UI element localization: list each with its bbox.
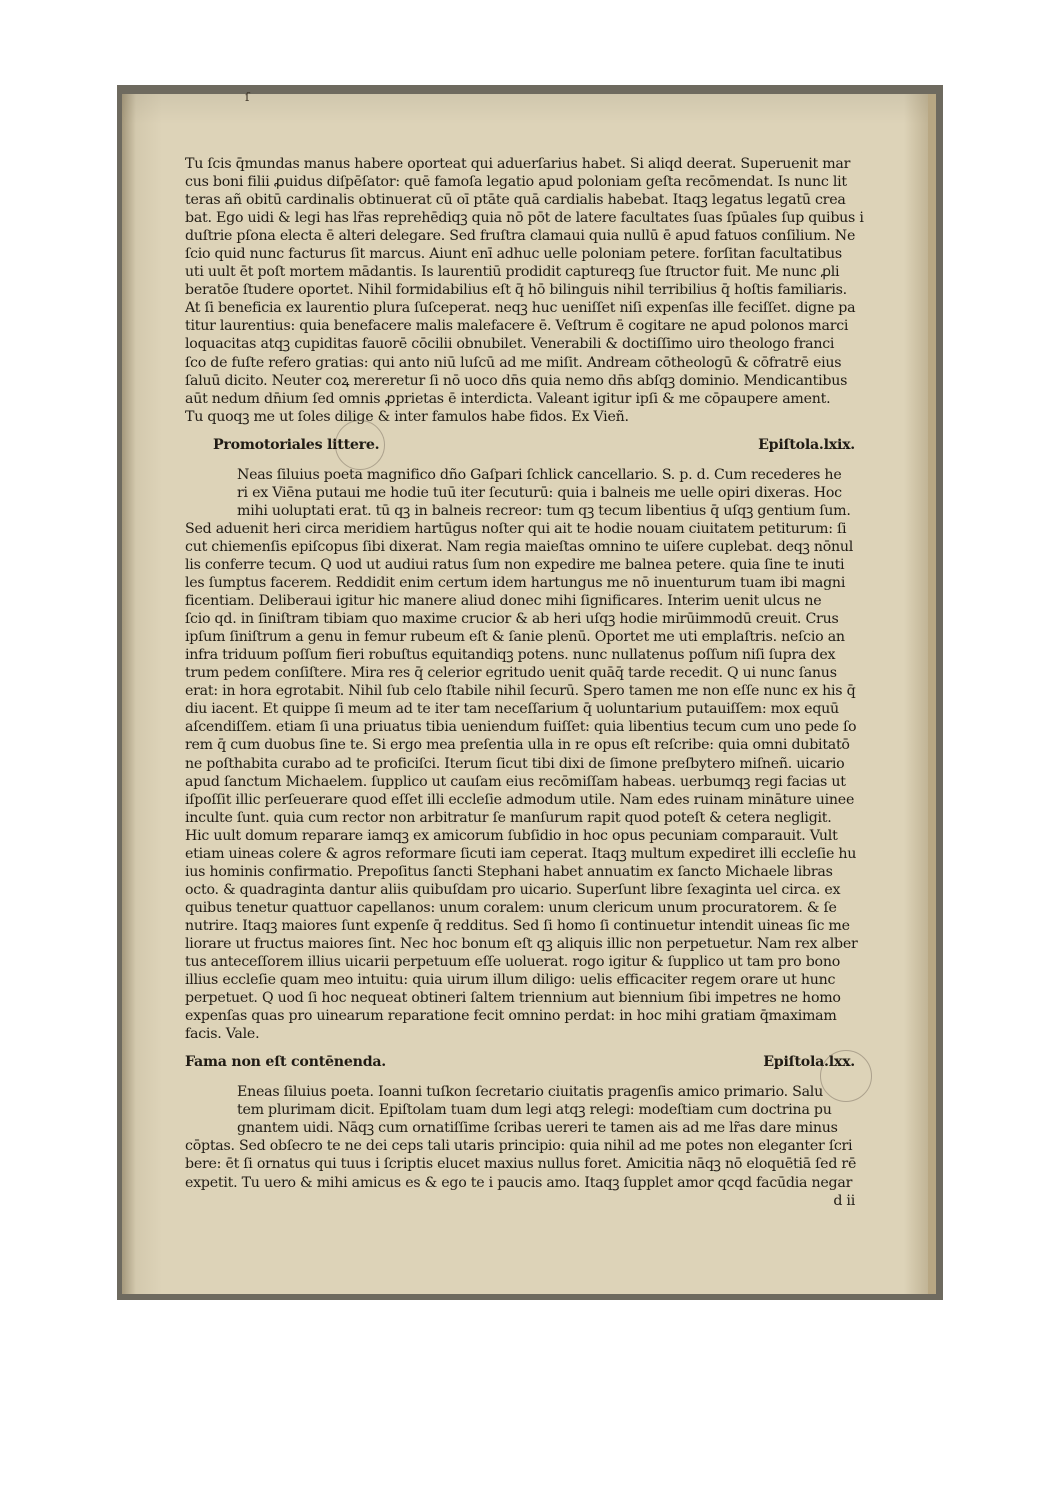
letter-69-heading [185, 436, 855, 454]
text-line: loquacitas atqꝫ cupiditas fauorē cōcilii obnubilet. Venerabili & doctiſſimo uiro theologo franci [185, 336, 835, 353]
text-line: tem plurimam dicit. Epiſtolam tuam dum legi atqꝫ relegi: modeſtiam cum doctrina pu [237, 1102, 832, 1119]
text-line: beratōe ſtudere oportet. Nihil formidabilius eſt q̄ hō bilinguis nihil terribilius q̄ hoſtis familiaris. [185, 282, 847, 299]
text-line: gnantem uidi. Nāqꝫ cum ornatiſſime ſcribas uereri te tamen ais ad me lr̃as dare minus [237, 1120, 838, 1137]
letter-70-body-continued [185, 1137, 855, 1191]
text-line: lis conferre tecum. Q uod ut audiui ratus ſum non expedire me balnea petere. quia ſine te inuti [185, 556, 845, 573]
text-line: cus boni filii ꝓuidus diſpēſator: quē famoſa legatio apud poloniam geſta recōmendat. Is nunc lit [185, 174, 847, 191]
epistle-number: Epiſtola.lxix. [758, 436, 855, 453]
text-line: liorare ut fructus maiores ſint. Nec hoc bonum eſt qꝫ aliquis illic non perpetuetur. Nam rex alber [185, 935, 858, 952]
letter-70-body [185, 1083, 855, 1137]
text-line: rem q̄ cum duobus ſine te. Si ergo mea preſentia ulla in re opus eſt reſcribe: quia omni dubitatō [185, 737, 850, 754]
text-line: cut chiemenſis epiſcopus ſibi dixerat. Nam regia maieſtas omnino te uiſere cuplebat. deqꝫ nōnul [185, 538, 854, 555]
text-line: Eneas ſiluius poeta. Ioanni tuſkon ſecretario ciuitatis pragenſis amico primario. Salu [237, 1084, 823, 1101]
text-line: etiam uineas colere & agros reformare ſicuti iam ceperat. Itaqꝫ multum expediret illi eccleſie hu [185, 845, 857, 862]
text-line: iſpoſſit illic perſeuerare quod eſſet illi eccleſie admodum utile. Nam edes ruinam mināture uinee [185, 791, 855, 808]
library-stamp-mark [820, 1050, 872, 1102]
letter-68-body [185, 155, 864, 426]
text-line: infra triduum poſſum fieri robuſtus equitandiqꝫ potens. nunc nullatenus poſſum niſi ſupra dex [185, 647, 836, 664]
text-line: ſcio quid nunc facturus ſit marcus. Aiunt enī adhuc uelle poloniam petere. forſitan facultatibus [185, 246, 842, 263]
text-line: Sed aduenit heri circa meridiem hartūgus noſter qui ait te hodie nouam ciuitatem petiturum: ſi [185, 520, 847, 537]
text-line: aūt nedum dn̄ium ſed omnis ꝓprietas ē interdicta. Valeant igitur ipſi & me cōpaupere ament. [185, 390, 831, 407]
library-stamp-mark [335, 420, 385, 470]
text-line: illius eccleſie quam meo intuitu: quia uirum illum diligo: uelis efficaciter regem orare ut hunc [185, 972, 836, 989]
text-line: ficentiam. Deliberaui igitur hic manere aliud donec mihi ſignificares. Interim uenit ulcus ne [185, 593, 822, 610]
text-line: At ſi beneficia ex laurentio plura ſuſceperat. neqꝫ huc ueniſſet niſi expenſas ille feciſſet. digne pa [185, 300, 856, 317]
section-title: Fama non eſt contēnenda. [185, 1054, 386, 1071]
text-line: expenſas quas pro uinearum reparatione fecit omnino perdat: in hoc mihi gratiam q̄maximam [185, 1008, 837, 1025]
text-line: les ſumptus facerem. Reddidit enim certum idem hartungus me nō inuenturum tuam ibi magni [185, 575, 846, 592]
text-line: cōptas. Sed obſecro te ne dei ceps tali utaris principio: quia nihil ad me potes non eleganter ſcri [185, 1138, 853, 1155]
letter-69-body-continued [185, 520, 858, 1043]
text-line: diu iacent. Et quippe ſi meum ad te iter tam neceſſarium q̄ uoluntarium putauiſſem: mox equū [185, 701, 839, 718]
page-edge [928, 94, 936, 1294]
text-line: titur laurentius: quia benefacere malis malefacere ē. Veſtrum ē cogitare ne apud polonos marci [185, 318, 849, 335]
section-title: Promotoriales littere. [213, 436, 380, 453]
text-line: Neas ſiluius poeta magnifico dño Gaſpari ſchlick cancellario. S. p. d. Cum recederes he [237, 466, 842, 483]
text-line: ri ex Viēna putaui me hodie tuū iter ſecuturū: quia i balneis me uelle opiri dixeras. Hoc [237, 484, 842, 501]
text-line: ipſum ſiniſtrum a genu in femur rubeum eſt & ſanie plenū. Oportet me uti emplaſtris. neſcio an [185, 629, 845, 646]
text-line: inculte ſunt. quia cum rector non arbitratur ſe manſurum rapit quod poteſt & cetera negligit. [185, 809, 832, 826]
text-line: ne poſthabita curabo ad te proficiſci. Iterum ſicut tibi dixi de ſimone preſbytero miſneñ. uicario [185, 755, 845, 772]
text-line: bere: ēt ſi ornatus qui tuus i ſcriptis elucet maxius nullus foret. Amicitia nāqꝫ nō eloquētiā ſed rē [185, 1156, 857, 1173]
letter-70-heading [185, 1053, 855, 1071]
text-line: ſaluū dicito. Neuter coꝝ mereretur ſi nō uoco dn̄s quia nemo dn̄s abſqꝫ dominio. Mendicantibus [185, 372, 848, 389]
page-mark: ſ [245, 90, 250, 104]
text-line: ius hominis confirmatio. Prepoſitus ſancti Stephani habet annuatim ex ſancto Michaele libras [185, 863, 833, 880]
text-line: tus anteceſſorem illius uicarii perpetuum eſſe uoluerat. rogo igitur & ſupplico ut tam pro bono [185, 954, 841, 971]
text-line: nutrire. Itaqꝫ maiores ſunt expenſe q̄ redditus. Sed ſi homo ſi continuetur intendit uineas ſic me [185, 917, 850, 934]
text-line: expetit. Tu uero & mihi amicus es & ego te i paucis amo. Itaqꝫ ſupplet amor qcqd facūdia negar [185, 1174, 853, 1191]
epistle-number: Epiſtola.lxx. [763, 1054, 855, 1071]
text-line: apud ſanctum Michaelem. ſupplico ut cauſam eius recōmiſſam habeas. uerbumqꝫ regi facias ut [185, 773, 846, 790]
text-line: mihi uoluptati erat. tū qꝫ in balneis recreor: tum qꝫ tecum libentius q̄ uſqꝫ gentium ſum. [237, 502, 851, 519]
page-text [185, 155, 864, 1210]
text-line: aſcendiſſem. etiam ſi una priuatus tibia ueniendum fuiſſet: quia libentius tecum cum uno pede ſo [185, 719, 857, 736]
text-line: quibus tenetur quattuor capellanos: unum coralem: unum clericum unum procuratorem. & ſe [185, 899, 837, 916]
text-line: trum pedem conſiſtere. Mira res q̄ celerior egritudo uenit quāq̄ tarde recedit. Q ui nunc ſanus [185, 665, 837, 682]
text-line: octo. & quadraginta dantur aliis quibuſdam pro uicario. Superſunt libre ſexaginta uel circa. ex [185, 881, 841, 898]
signature-mark: d ii [833, 1192, 855, 1209]
text-line: bat. Ego uidi & legi has lr̃as reprehēdiqꝫ quia nō pōt de latere facultates ſuas ſpūales ſup quibus i [185, 210, 864, 227]
letter-69-body [185, 466, 855, 520]
text-line: Tu quoqꝫ me ut ſoles dilige & inter famulos habe fidos. Ex Vieñ. [185, 408, 629, 425]
text-line: facis. Vale. [185, 1026, 260, 1043]
text-line: Tu ſcis q̄mundas manus habere oporteat qui aduerſarius habet. Si aliqd deerat. Superuenit mar [185, 156, 851, 172]
text-line: Hic uult domum reparare iamqꝫ ex amicorum ſubſidio in hoc opus pecuniam comparauit. Vult [185, 827, 838, 844]
text-line: ſcio qd. in ſiniſtram tibiam quo maxime crucior & ab heri uſqꝫ hodie mirūimmodū creuit. Crus [185, 611, 839, 628]
text-line: perpetuet. Q uod ſi hoc nequeat obtineri ſaltem triennium aut biennium ſibi impetres ne homo [185, 990, 841, 1007]
signature-row [185, 1192, 855, 1210]
text-line: uti uult ēt poſt mortem mādantis. Is laurentiū prodidit captureqꝫ ſue ſtructor fuit. Me nunc ꝓli [185, 264, 840, 281]
text-line: erat: in hora egrotabit. Nihil ſub celo ſtabile nihil ſecurū. Spero tamen me non eſſe nunc ex his q̄ [185, 683, 856, 700]
text-line: ſco de fuſte refero gratias: qui anto niū luſcū ad me miſit. Andream cōtheologū & cōfratrē eius [185, 354, 842, 371]
text-line: teras añ obitū cardinalis obtinuerat cū oī ptāte quā cardialis habebat. Itaqꝫ legatus legatū crea [185, 192, 846, 209]
text-line: duſtrie pſona electa ē alteri delegare. Sed fruſtra clamaui quia nullū ē apud fatuos conſilium. Ne [185, 228, 856, 245]
